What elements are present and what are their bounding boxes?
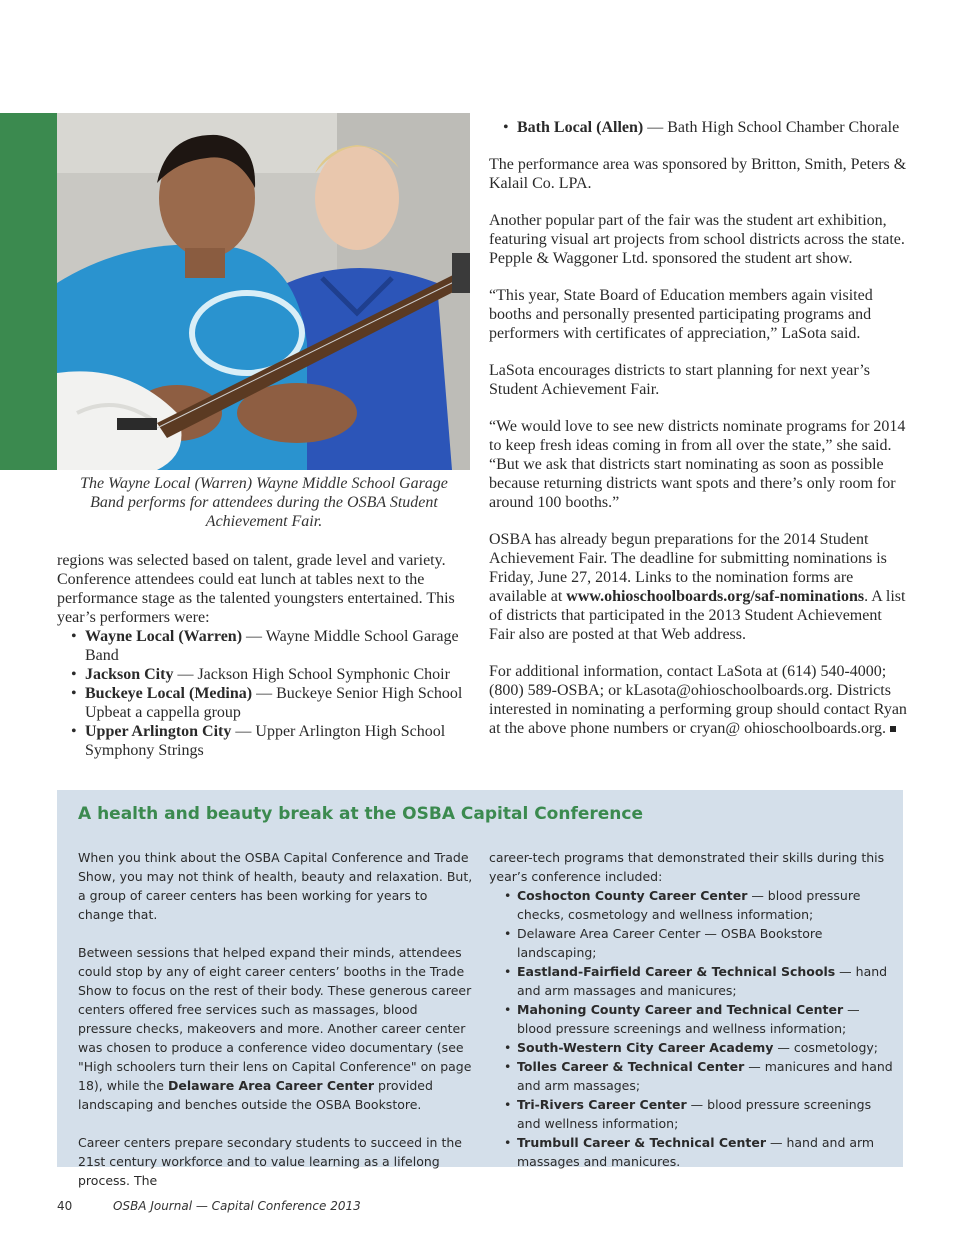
career-centers-list xyxy=(489,886,894,1171)
list-item: • Buckeye Local (Medina) — Buckeye Senior High School Upbeat a cappella group xyxy=(57,684,472,722)
performers-list xyxy=(57,627,472,760)
paragraph: OSBA has already begun preparations for the 2014 Student Achievement Fair. The deadline for submitting nominations is Friday, June 27, 2014. Links to the nomination forms are available at www.ohioschoolboards.org/saf-nominations. A list of districts that participated in the 2013 Student Achievement Fair also are posted at that Web address. xyxy=(489,531,906,643)
page-number: 40 xyxy=(57,1199,73,1213)
band-photo xyxy=(57,113,470,470)
photo-caption: The Wayne Local (Warren) Wayne Middle School Garage Band performs for attendees during the OSBA Student Achievement Fair. xyxy=(80,475,448,530)
page-footer xyxy=(57,1199,361,1213)
paragraph: The performance area was sponsored by Britton, Smith, Peters & Kalail Co. LPA. xyxy=(489,156,907,192)
list-item: • Trumbull Career & Technical Center — hand and arm massages and manicures. xyxy=(489,1133,894,1171)
journal-title: OSBA Journal — Capital Conference 2013 xyxy=(113,1199,361,1213)
green-accent-bar xyxy=(0,113,57,470)
sidebar-left-column xyxy=(78,848,473,1209)
list-item: • Eastland-Fairfield Career & Technical Schools — hand and arm massages and manicures; xyxy=(489,962,894,1000)
right-article-column xyxy=(489,118,909,756)
left-article-column xyxy=(57,551,472,760)
health-beauty-sidebar xyxy=(57,790,903,1188)
end-mark-icon xyxy=(890,726,896,732)
paragraph: “This year, State Board of Education members again visited booths and personally presented participating programs and performers with certificates of appreciation,” LaSota said. xyxy=(489,287,873,342)
paragraph: “We would love to see new districts nominate programs for 2014 to keep fresh ideas coming in from all over the state,” she said. “But we ask that districts start nominating as soon as possible because returning districts want spots and there’s only room for around 100 booths.” xyxy=(489,418,906,511)
list-item: • Tolles Career & Technical Center — manicures and hand and arm massages; xyxy=(489,1057,894,1095)
list-item: • Delaware Area Career Center — OSBA Bookstore landscaping; xyxy=(489,924,894,962)
performers-intro: regions was selected based on talent, grade level and variety. Conference attendees could eat lunch at tables next to the performance stage as the talented youngsters entertained. This year’s performers were: xyxy=(57,552,455,626)
paragraph: Another popular part of the fair was the student art exhibition, featuring visual art projects from school districts across the state. Pepple & Waggoner Ltd. sponsored the student art show. xyxy=(489,212,905,267)
list-item: • Upper Arlington City — Upper Arlington High School Symphony Strings xyxy=(57,722,472,760)
sidebar-right-column xyxy=(489,848,894,1171)
paragraph: Between sessions that helped expand their minds, attendees could stop by any of eight career centers’ booths in the Trade Show to focus on the rest of their body. These generous career centers offered free services such as massages, blood pressure checks, makeovers and more. Another career center was chosen to produce a conference video documentary (see "High schoolers turn their lens on Capital Conference" on page 18), while the Delaware Area Career Center provided landscaping and benches outside the OSBA Bookstore. xyxy=(78,945,472,1112)
list-item: • South-Western City Career Academy — cosmetology; xyxy=(489,1038,894,1057)
list-item: • Bath Local (Allen) — Bath High School Chamber Chorale xyxy=(489,118,909,137)
list-item: • Tri-Rivers Career Center — blood pressure screenings and wellness information; xyxy=(489,1095,894,1133)
list-item: • Coshocton County Career Center — blood pressure checks, cosmetology and wellness information; xyxy=(489,886,894,924)
list-item: • Jackson City — Jackson High School Symphonic Choir xyxy=(57,665,472,684)
performers-list-continued xyxy=(489,118,909,137)
paragraph: When you think about the OSBA Capital Conference and Trade Show, you may not think of health, beauty and relaxation. But, a group of career centers has been working for years to change that. xyxy=(78,850,473,922)
list-item: • Mahoning County Career and Technical Center — blood pressure screenings and wellness information; xyxy=(489,1000,894,1038)
sidebar-title: A health and beauty break at the OSBA Capital Conference xyxy=(78,804,644,824)
list-item: • Wayne Local (Warren) — Wayne Middle School Garage Band xyxy=(57,627,472,665)
paragraph: career-tech programs that demonstrated their skills during this year’s conference included: xyxy=(489,850,885,884)
nomination-link[interactable]: www.ohioschoolboards.org/saf-nominations xyxy=(566,588,865,605)
paragraph: LaSota encourages districts to start planning for next year’s Student Achievement Fair. xyxy=(489,362,870,398)
paragraph: For additional information, contact LaSota at (614) 540-4000; (800) 589-OSBA; or kLasota@ohioschoolboards.org. Districts interested in nominating a performing group should contact Ryan at the above phone numbers or cryan@ ohioschoolboards.org. xyxy=(489,663,907,737)
paragraph: Career centers prepare secondary students to succeed in the 21st century workforce and to value learning as a lifelong process. The xyxy=(78,1135,462,1188)
